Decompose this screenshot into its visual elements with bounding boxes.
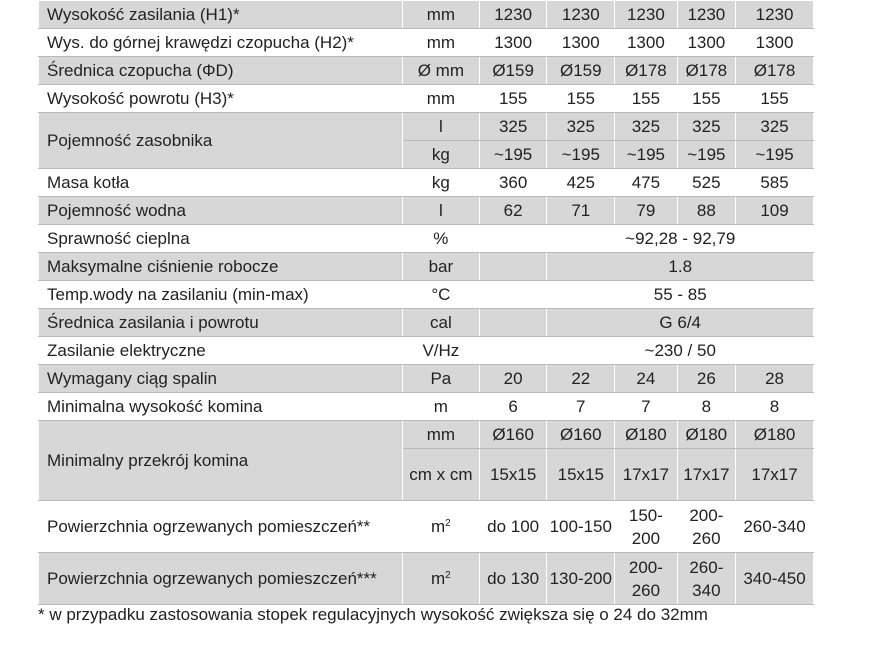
value-cell: Ø180 (736, 421, 814, 449)
value-cell: 150-200 (615, 501, 678, 553)
value-cell: 24 (615, 365, 678, 393)
value-cell: 200-260 (615, 553, 678, 605)
row-label: Minimalna wysokość komina (39, 393, 403, 421)
table-row (39, 113, 814, 141)
value-cell: do 130 (479, 553, 547, 605)
table-row (39, 281, 814, 309)
value-cell: 17x17 (736, 449, 814, 501)
unit-cell: mm (402, 85, 479, 113)
value-cell: 26 (677, 365, 735, 393)
unit-cell: °C (402, 281, 479, 309)
empty-cell (479, 281, 547, 309)
table-row (39, 253, 814, 281)
unit-cell: % (402, 225, 479, 253)
value-cell: 260-340 (736, 501, 814, 553)
value-cell: ~195 (736, 141, 814, 169)
row-label: Średnica czopucha (ΦD) (39, 57, 403, 85)
row-label: Wys. do górnej krawędzi czopucha (H2)* (39, 29, 403, 57)
value-cell: 1300 (736, 29, 814, 57)
unit-cell: m (402, 393, 479, 421)
table-row (39, 29, 814, 57)
table-row (39, 1, 814, 29)
value-cell: ~195 (547, 141, 615, 169)
value-cell: 325 (615, 113, 678, 141)
merged-value-cell: 55 - 85 (547, 281, 814, 309)
value-cell: 17x17 (615, 449, 678, 501)
unit-cell: mm (402, 1, 479, 29)
value-cell: 7 (547, 393, 615, 421)
value-cell: 20 (479, 365, 547, 393)
table-row (39, 421, 814, 449)
empty-cell (479, 337, 547, 365)
unit-cell: bar (402, 253, 479, 281)
table-row (39, 225, 814, 253)
value-cell: 200-260 (677, 501, 735, 553)
value-cell: 15x15 (547, 449, 615, 501)
row-label: Maksymalne ciśnienie robocze (39, 253, 403, 281)
value-cell: Ø159 (547, 57, 615, 85)
unit-cell: cal (402, 309, 479, 337)
unit-cell (402, 501, 479, 553)
row-label: Wymagany ciąg spalin (39, 365, 403, 393)
row-label: Zasilanie elektryczne (39, 337, 403, 365)
row-label: Powierzchnia ogrzewanych pomieszczeń*** (39, 553, 403, 605)
value-cell: 340-450 (736, 553, 814, 605)
value-cell: 155 (677, 85, 735, 113)
value-cell: 28 (736, 365, 814, 393)
value-cell: 1230 (677, 1, 735, 29)
value-cell: 325 (736, 113, 814, 141)
value-cell: 1230 (615, 1, 678, 29)
value-cell: 260-340 (677, 553, 735, 605)
value-cell: Ø180 (615, 421, 678, 449)
value-cell: 425 (547, 169, 615, 197)
value-cell: 1230 (736, 1, 814, 29)
value-cell: do 100 (479, 501, 547, 553)
value-cell: 17x17 (677, 449, 735, 501)
value-cell: 71 (547, 197, 615, 225)
value-cell: ~195 (677, 141, 735, 169)
value-cell: ~195 (615, 141, 678, 169)
value-cell: 1230 (479, 1, 547, 29)
table-row (39, 309, 814, 337)
value-cell: 1300 (479, 29, 547, 57)
row-label: Minimalny przekrój komina (39, 421, 403, 501)
value-cell: Ø159 (479, 57, 547, 85)
unit-base: m (430, 569, 446, 588)
value-cell: 62 (479, 197, 547, 225)
value-cell: 525 (677, 169, 735, 197)
merged-value-cell: ~230 / 50 (547, 337, 814, 365)
value-cell: 15x15 (479, 449, 547, 501)
table-row (39, 85, 814, 113)
value-cell: 1300 (615, 29, 678, 57)
table-row (39, 337, 814, 365)
value-cell: 22 (547, 365, 615, 393)
table-row (39, 501, 814, 553)
unit-cell: l (402, 197, 479, 225)
table-row (39, 553, 814, 605)
value-cell: Ø160 (547, 421, 615, 449)
value-cell: 360 (479, 169, 547, 197)
table-row (39, 393, 814, 421)
unit-cell: l (402, 113, 479, 141)
value-cell: Ø178 (736, 57, 814, 85)
value-cell: 1230 (547, 1, 615, 29)
merged-value-cell: 1.8 (547, 253, 814, 281)
value-cell: 109 (736, 197, 814, 225)
value-cell: 8 (736, 393, 814, 421)
value-cell: 6 (479, 393, 547, 421)
value-cell: 155 (547, 85, 615, 113)
empty-cell (479, 225, 547, 253)
value-cell: 475 (615, 169, 678, 197)
unit-superscript: 2 (445, 570, 451, 581)
unit-cell: Ø mm (402, 57, 479, 85)
value-cell: Ø160 (479, 421, 547, 449)
value-cell: Ø178 (615, 57, 678, 85)
row-label: Pojemność zasobnika (39, 113, 403, 169)
value-cell: Ø178 (677, 57, 735, 85)
unit-cell: cm x cm (402, 449, 479, 501)
table-row (39, 169, 814, 197)
merged-value-cell: ~92,28 - 92,79 (547, 225, 814, 253)
value-cell: 79 (615, 197, 678, 225)
row-label: Sprawność cieplna (39, 225, 403, 253)
row-label: Powierzchnia ogrzewanych pomieszczeń** (39, 501, 403, 553)
unit-superscript: 2 (445, 518, 451, 529)
unit-cell: kg (402, 141, 479, 169)
unit-cell: V/Hz (402, 337, 479, 365)
unit-cell: kg (402, 169, 479, 197)
table-row (39, 57, 814, 85)
value-cell: 325 (547, 113, 615, 141)
value-cell: 1300 (677, 29, 735, 57)
value-cell: 325 (479, 113, 547, 141)
value-cell: 155 (736, 85, 814, 113)
table-row (39, 365, 814, 393)
row-label: Wysokość powrotu (H3)* (39, 85, 403, 113)
row-label: Pojemność wodna (39, 197, 403, 225)
row-label: Średnica zasilania i powrotu (39, 309, 403, 337)
unit-cell: mm (402, 421, 479, 449)
row-label: Temp.wody na zasilaniu (min-max) (39, 281, 403, 309)
value-cell: 100-150 (547, 501, 615, 553)
value-cell: 325 (677, 113, 735, 141)
value-cell: 8 (677, 393, 735, 421)
empty-cell (479, 309, 547, 337)
value-cell: 155 (479, 85, 547, 113)
footnote: * w przypadku zastosowania stopek regulacyjnych wysokość zwiększa się o 24 do 32mm (38, 605, 708, 624)
unit-cell (402, 553, 479, 605)
unit-cell: Pa (402, 365, 479, 393)
specifications-table (38, 0, 814, 605)
value-cell: 585 (736, 169, 814, 197)
value-cell: ~195 (479, 141, 547, 169)
value-cell: Ø180 (677, 421, 735, 449)
value-cell: 88 (677, 197, 735, 225)
unit-cell: mm (402, 29, 479, 57)
row-label: Masa kotła (39, 169, 403, 197)
empty-cell (479, 253, 547, 281)
value-cell: 7 (615, 393, 678, 421)
merged-value-cell: G 6/4 (547, 309, 814, 337)
value-cell: 155 (615, 85, 678, 113)
value-cell: 130-200 (547, 553, 615, 605)
row-label: Wysokość zasilania (H1)* (39, 1, 403, 29)
value-cell: 1300 (547, 29, 615, 57)
unit-base: m (430, 517, 446, 536)
table-row (39, 197, 814, 225)
